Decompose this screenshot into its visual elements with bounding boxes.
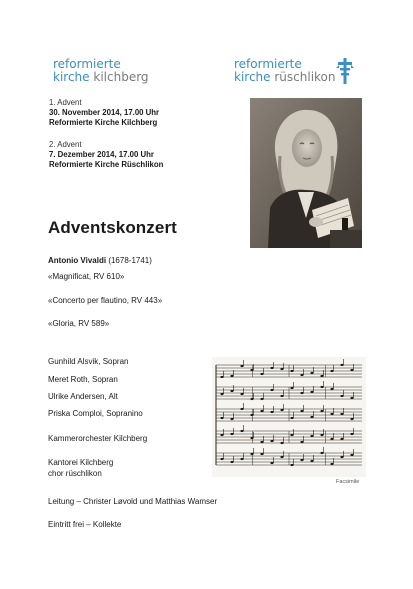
logo-kilchberg-kirche: kirche — [53, 70, 90, 84]
soloist-1: Gunhild Alsvik, Sopran — [48, 357, 129, 366]
note-head — [330, 463, 333, 465]
note-head — [330, 370, 333, 372]
note-head — [330, 413, 333, 415]
choir-2: chor rüschlikon — [48, 469, 102, 478]
note-head — [320, 375, 323, 377]
note-head — [310, 416, 313, 418]
soloist-3: Ulrike Andersen, Alt — [48, 392, 118, 401]
note-head — [250, 369, 253, 371]
note-head — [220, 458, 223, 460]
note-head — [320, 410, 323, 412]
note-head — [310, 372, 313, 374]
church-cross-icon — [336, 58, 354, 84]
note-head — [270, 389, 273, 391]
logo-rueschlikon — [234, 58, 336, 84]
note-head — [270, 462, 273, 464]
note-head — [340, 413, 343, 415]
note-head — [350, 397, 353, 399]
event-1 — [49, 98, 159, 128]
logo-rueschlikon-line1: reformierte — [234, 57, 302, 71]
note-head — [230, 390, 233, 392]
logo-kilchberg-line1: reformierte — [53, 57, 121, 71]
note-head — [260, 373, 263, 375]
work-1: «Magnificat, RV 610» — [48, 272, 125, 281]
note-head — [240, 365, 243, 367]
note-head — [310, 391, 313, 393]
note-head — [230, 418, 233, 420]
note-head — [300, 410, 303, 412]
note-head — [220, 376, 223, 378]
note-head — [270, 440, 273, 442]
note-head — [280, 442, 283, 444]
note-head — [330, 438, 333, 440]
facsimile-caption: Facsimile — [336, 479, 360, 485]
note-head — [260, 398, 263, 400]
event-1-venue: Reformierte Kirche Kilchberg — [49, 118, 158, 127]
event-2 — [49, 140, 163, 170]
note-head — [220, 417, 223, 419]
note-head — [290, 387, 293, 389]
work-2: «Concerto per flautino, RV 443» — [48, 296, 163, 305]
sheet-music-facsimile — [212, 357, 366, 477]
logo-rueschlikon-place: rüschlikon — [274, 70, 336, 84]
note-head — [320, 386, 323, 388]
note-head — [290, 464, 293, 466]
note-head — [240, 408, 243, 410]
note-head — [250, 453, 253, 455]
note-head — [290, 417, 293, 419]
work-3: «Gloria, RV 589» — [48, 319, 110, 328]
logo-kilchberg — [53, 58, 149, 84]
soloist-4: Priska Comploi, Sopranino — [48, 409, 143, 418]
note-head — [240, 393, 243, 395]
note-head — [350, 418, 353, 420]
note-head — [220, 434, 223, 436]
note-head — [280, 409, 283, 411]
note-head — [310, 435, 313, 437]
logo-rueschlikon-kirche: kirche — [234, 70, 271, 84]
vivaldi-portrait — [250, 98, 362, 248]
page-title: Adventskonzert — [48, 218, 177, 237]
note-head — [280, 368, 283, 370]
note-head — [270, 411, 273, 413]
logo-kilchberg-place: kilchberg — [93, 70, 149, 84]
note-head — [240, 458, 243, 460]
note-head — [300, 392, 303, 394]
note-head — [340, 364, 343, 366]
note-head — [230, 461, 233, 463]
event-2-date: 7. Dezember 2014, 17.00 Uhr — [49, 150, 154, 159]
note-head — [270, 367, 273, 369]
note-head — [300, 374, 303, 376]
note-head — [350, 433, 353, 435]
event-1-label: 1. Advent — [49, 98, 82, 107]
note-head — [230, 375, 233, 377]
composer-name: Antonio Vivaldi — [48, 256, 107, 265]
orchestra: Kammerorchester Kilchberg — [48, 434, 148, 443]
logo-kilchberg-line2 — [53, 71, 149, 84]
note-head — [300, 459, 303, 461]
note-head — [290, 370, 293, 372]
note-head — [340, 395, 343, 397]
soloist-2: Meret Roth, Sopran — [48, 375, 118, 384]
note-head — [230, 433, 233, 435]
leitung: Leitung – Christer Løvold und Matthias Wamser — [48, 497, 218, 506]
note-head — [260, 410, 263, 412]
note-head — [350, 369, 353, 371]
note-head — [250, 437, 253, 439]
event-1-date: 30. November 2014, 17.00 Uhr — [49, 108, 160, 117]
note-head — [220, 393, 223, 395]
note-head — [320, 434, 323, 436]
note-head — [280, 395, 283, 397]
event-2-venue: Reformierte Kirche Rüschlikon — [49, 160, 164, 169]
note-head — [260, 441, 263, 443]
event-2-label: 2. Advent — [49, 140, 82, 149]
note-head — [280, 456, 283, 458]
note-head — [310, 460, 313, 462]
note-head — [350, 454, 353, 456]
note-head — [320, 452, 323, 454]
logo-rueschlikon-line2 — [234, 71, 336, 84]
eintritt: Eintritt frei – Kollekte — [48, 520, 122, 529]
note-head — [340, 438, 343, 440]
note-head — [260, 453, 263, 455]
note-head — [240, 430, 243, 432]
note-head — [330, 388, 333, 390]
composer-line — [48, 256, 152, 266]
note-head — [340, 456, 343, 458]
note-head — [250, 414, 253, 416]
choir-1: Kantorei Kilchberg — [48, 458, 114, 467]
note-head — [250, 398, 253, 400]
composer-years: (1678-1741) — [108, 256, 152, 265]
note-head — [290, 434, 293, 436]
note-head — [300, 441, 303, 443]
